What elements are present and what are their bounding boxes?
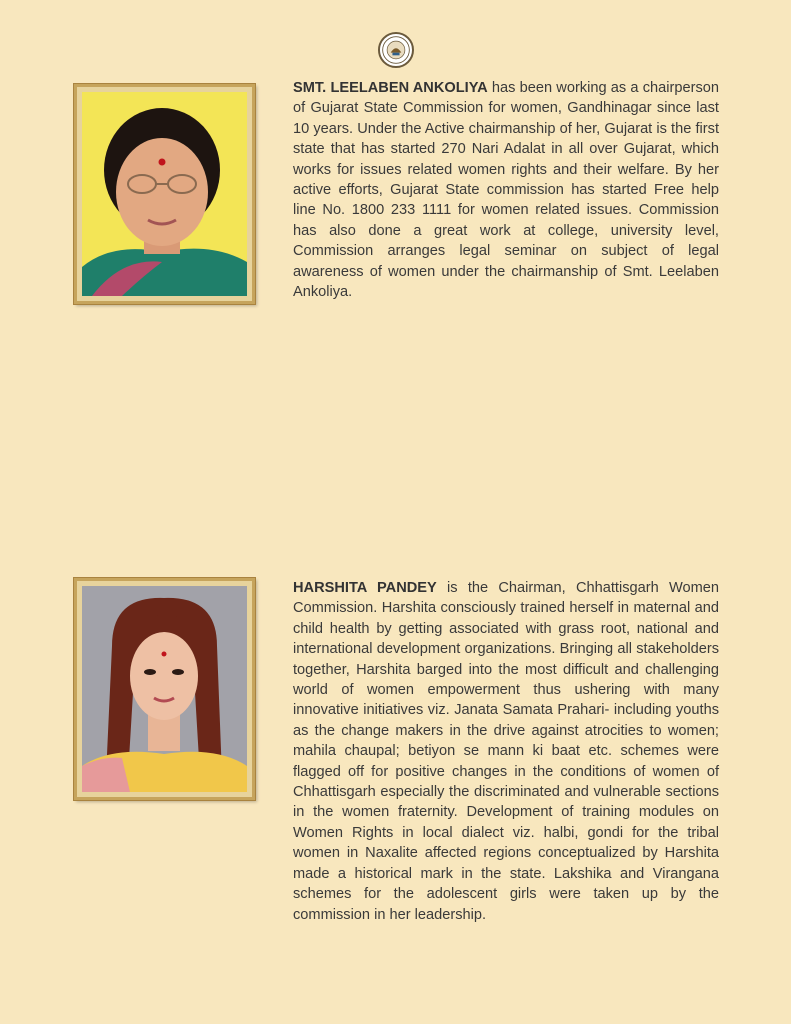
profile-bio-text: is the Chairman, Chhattisgarh Women Commission. Harshita consciously trained herself in maternal and child health by getting associated with grass root, national and international development organizations. Bringing all stakeholders together, Harshita barged into the most difficult and challenging world of women empowerment thus ushering with many innovative initiatives viz. Janata Samata Prahari- including youths as the change makers in the drive against atrocities to women; mahila chaupal; betiyon se mann ki baat etc. schemes were flagged off for positive changes in the conditions of women of Chhattisgarh especially the discriminated and vulnerable sections in the women fraternity. Development of training modules on Women Rights in local dialect viz. halbi, gondi for the tribal women in Naxalite affected regions conceptualized by Harshita made a historical mark in the state. Lakshika and Virangana schemes for the adolescent girls were taken up by the commission in her leadership. <box>293 580 719 923</box>
profile-photo-harshita <box>74 578 255 800</box>
profile-name: SMT. LEELABEN ANKOLIYA <box>293 80 488 96</box>
profile-name: HARSHITA PANDEY <box>293 580 437 596</box>
commission-emblem-icon <box>378 32 414 68</box>
profile-bio-text: has been working as a chairperson of Gujarat State Commission for women, Gandhinagar since last 10 years. Under the Active chairmanship of her, Gujarat is the first state that has started 270 Nari Adalat in all over Gujarat, which works for issues related women rights and their welfare. By her active efforts, Gujarat State commission has started Free help line No. 1800 233 1111 for women related issues. Commission has also done a great work at college, university level, Commission arranges legal seminar on subject of legal awareness of women under the chairmanship of Smt. Leelaben Ankoliya. <box>293 80 719 301</box>
portrait-image <box>82 586 247 792</box>
profile-bio-leelaben <box>293 78 719 302</box>
profile-photo-leelaben <box>74 84 255 304</box>
portrait-image <box>82 92 247 296</box>
profile-bio-harshita <box>293 578 719 925</box>
